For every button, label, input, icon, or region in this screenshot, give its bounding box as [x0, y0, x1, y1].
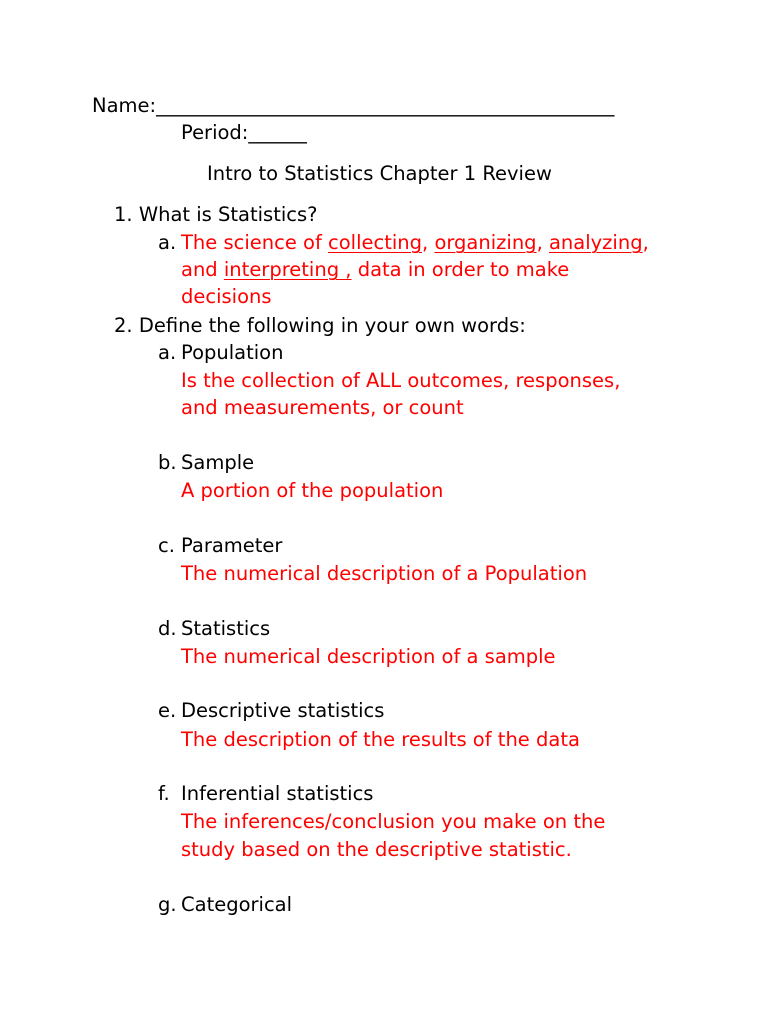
answer-blank-organizing: organizing [434, 231, 537, 254]
question-number: 2. [114, 314, 133, 337]
answer-text: data in order to make [351, 258, 570, 281]
answer-blank-collecting: collecting [328, 231, 423, 254]
answer-blank-analyzing: analyzing [548, 231, 643, 254]
question-1 [114, 205, 318, 225]
answer-text: The science of [181, 231, 329, 254]
item-letter: c. [158, 534, 175, 557]
term-descriptive-statistics: Descriptive statistics [181, 699, 385, 722]
term-inferential-statistics: Inferential statistics [181, 782, 374, 805]
definition-line: The description of the results of the data [181, 728, 580, 751]
question-2 [114, 316, 526, 336]
definition-line: The numerical description of a sample [181, 645, 556, 668]
term-population: Population [181, 341, 284, 364]
item-letter: g. [158, 893, 177, 916]
term-parameter: Parameter [181, 534, 283, 557]
definition-line: and measurements, or count [181, 396, 464, 419]
answer-text: , [422, 231, 435, 254]
definition-line: The inferences/conclusion you make on the [181, 810, 606, 833]
item-letter: b. [158, 451, 177, 474]
question-prompt: What is Statistics? [138, 203, 318, 226]
item-letter: a. [158, 341, 177, 364]
definition-line: The numerical description of a Population [181, 562, 588, 585]
definition-line: A portion of the population [181, 479, 444, 502]
question-prompt: Define the following in your own words: [138, 314, 526, 337]
question-number: 1. [114, 203, 133, 226]
definition-line: study based on the descriptive statistic. [181, 838, 572, 861]
answer-line [181, 233, 649, 253]
term-categorical: Categorical [181, 893, 293, 916]
term-statistics: Statistics [181, 617, 271, 640]
name-field-line: Name:_______________________________________________ [92, 94, 615, 117]
answer-line [181, 260, 569, 280]
item-letter: d. [158, 617, 177, 640]
answer-text: and [181, 258, 224, 281]
period-field-line: Period:______ [181, 121, 307, 144]
answer-line: decisions [181, 285, 272, 308]
answer-letter: a. [158, 231, 177, 254]
page-title: Intro to Statistics Chapter 1 Review [207, 162, 552, 185]
definition-line: Is the collection of ALL outcomes, responses, [181, 369, 621, 392]
item-letter: f. [158, 782, 170, 805]
answer-text: , [642, 231, 649, 254]
item-letter: e. [158, 699, 177, 722]
answer-blank-interpreting: interpreting , [223, 258, 352, 281]
term-sample: Sample [181, 451, 255, 474]
answer-text: , [536, 231, 549, 254]
